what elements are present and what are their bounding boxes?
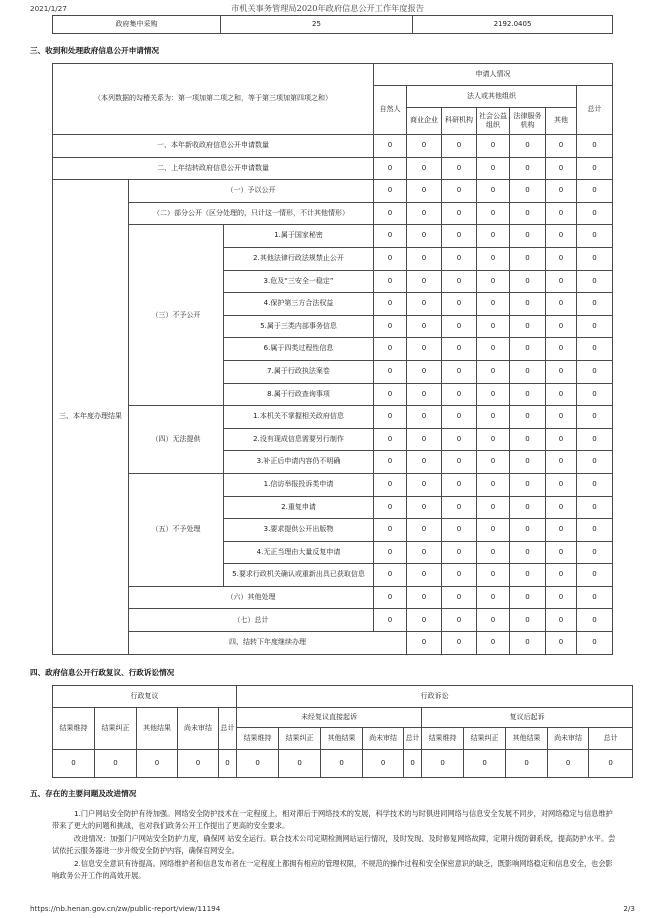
legal-person-header: 法人或其他组织 [407, 86, 577, 108]
cell: 0 [374, 135, 407, 158]
cell: 0 [510, 406, 546, 429]
cell: 0 [577, 293, 613, 316]
row-other-handling [53, 586, 613, 609]
cell: 0 [374, 473, 407, 496]
cell: 0 [510, 632, 546, 655]
cell: 0 [577, 541, 613, 564]
cell: 0 [589, 750, 633, 778]
cell: 0 [577, 383, 613, 406]
row-label: 3.危及“三安全一稳定” [224, 270, 374, 293]
cell: 0 [510, 541, 546, 564]
cell: 0 [510, 293, 546, 316]
cell: 0 [577, 338, 613, 361]
row-label: 4.保护第三方合法权益 [224, 293, 374, 316]
cell: 0 [442, 428, 477, 451]
cell: 0 [407, 519, 442, 542]
cell: 0 [374, 406, 407, 429]
review-header: 行政复议 [53, 686, 237, 708]
cell: 0 [510, 202, 546, 225]
cell: 0 [407, 202, 442, 225]
cell: 0 [407, 541, 442, 564]
cell: 0 [442, 383, 477, 406]
cell: 0 [546, 519, 577, 542]
cell: 0 [546, 473, 577, 496]
cell: 0 [577, 473, 613, 496]
direct-col-5: 总计 [404, 728, 422, 750]
cell: 0 [546, 541, 577, 564]
cell: 0 [477, 586, 510, 609]
row-label: 二、上年结转政府信息公开申请数量 [53, 157, 374, 180]
row-not-handled-1 [53, 473, 613, 496]
report-title: 市机关事务管理局2020年政府信息公开工作年度报告 [231, 3, 424, 13]
after-col-2: 结果纠正 [464, 728, 506, 750]
row-results-total [53, 609, 613, 632]
cell: 0 [477, 338, 510, 361]
cell: 0 [510, 496, 546, 519]
cell: 0 [442, 564, 477, 587]
cell: 0 [321, 750, 363, 778]
cell: 0 [407, 338, 442, 361]
row-label: 6.属于四类过程性信息 [224, 338, 374, 361]
cell: 0 [577, 406, 613, 429]
cell: 0 [178, 750, 219, 778]
cell: 0 [407, 428, 442, 451]
row-label: 四、结转下年度继续办理 [129, 632, 407, 655]
row-label: 7.属于行政执法案卷 [224, 360, 374, 383]
cell: 0 [477, 519, 510, 542]
cell: 0 [546, 202, 577, 225]
cell: 0 [477, 383, 510, 406]
cell: 0 [548, 750, 589, 778]
cell: 0 [546, 293, 577, 316]
section3-title: 三、收到和处理政府信息公开申请情况 [30, 46, 160, 55]
cell: 0 [477, 270, 510, 293]
row-label: 2.没有现成信息需要另行制作 [224, 428, 374, 451]
row-label: （七）总计 [129, 609, 374, 632]
cell: 0 [442, 338, 477, 361]
cell: 0 [407, 406, 442, 429]
cell: 0 [510, 473, 546, 496]
cell: 0 [546, 428, 577, 451]
cell: 0 [407, 473, 442, 496]
cell: 0 [407, 586, 442, 609]
row-partial [53, 202, 613, 225]
cell: 0 [546, 564, 577, 587]
cell: 0 [506, 750, 548, 778]
section5-body [52, 808, 618, 882]
cell: 0 [477, 315, 510, 338]
results-label: 三、本年度办理结果 [53, 180, 129, 654]
cell: 0 [477, 293, 510, 316]
row-label: 1.属于国家秘密 [224, 225, 374, 248]
cell: 0 [477, 609, 510, 632]
cell: 0 [577, 180, 613, 203]
cell: 0 [442, 315, 477, 338]
cell: 0 [374, 293, 407, 316]
cell: 0 [422, 750, 464, 778]
cell: 0 [407, 609, 442, 632]
row-label: （六）其他处理 [129, 586, 374, 609]
cell: 0 [546, 247, 577, 270]
procurement-amount: 2192.0405 [413, 16, 613, 34]
cell: 0 [374, 315, 407, 338]
row-label: 1.本机关不掌握相关政府信息 [224, 406, 374, 429]
cell: 0 [442, 225, 477, 248]
cell: 0 [374, 225, 407, 248]
cell: 0 [546, 586, 577, 609]
cell: 0 [477, 632, 510, 655]
cell: 0 [577, 428, 613, 451]
section4-title: 四、政府信息公开行政复议、行政诉讼情况 [30, 668, 175, 677]
cell: 0 [374, 609, 407, 632]
row-label: 3.补正后申请内容仍不明确 [224, 451, 374, 474]
after-col-4: 尚未审结 [548, 728, 589, 750]
cell: 0 [477, 428, 510, 451]
cell: 0 [442, 519, 477, 542]
cell: 0 [407, 247, 442, 270]
cell: 0 [442, 496, 477, 519]
cell: 0 [477, 406, 510, 429]
cell: 0 [477, 451, 510, 474]
cell: 0 [137, 750, 178, 778]
cell: 0 [374, 564, 407, 587]
cell: 0 [577, 564, 613, 587]
cell: 0 [442, 406, 477, 429]
cell: 0 [442, 180, 477, 203]
cell: 0 [546, 225, 577, 248]
cell: 0 [374, 451, 407, 474]
cell: 0 [407, 315, 442, 338]
row-label: 3.要求提供公开出版物 [224, 519, 374, 542]
cell: 0 [577, 157, 613, 180]
natural-person-header: 自然人 [374, 86, 407, 135]
row-not-public-1 [53, 225, 613, 248]
col-public-welfare: 社会公益组织 [477, 108, 510, 135]
section4-table [52, 685, 633, 778]
cell: 0 [442, 541, 477, 564]
cell: 0 [577, 609, 613, 632]
cell: 0 [407, 496, 442, 519]
section5-title: 五、存在的主要问题及改进情况 [30, 789, 137, 798]
cell: 0 [374, 247, 407, 270]
unable-label: （四）无法提供 [129, 406, 224, 474]
cell: 0 [477, 247, 510, 270]
cell: 0 [464, 750, 506, 778]
paragraph: 2.信息安全意识有待提高。网络维护者和信息发布者在一定程度上都拥有相应的管理权限，不规范的操作过程和安全保密意识的缺乏，既影响网络稳定和信息安全，也会影响政务公开工作的高效开展。 [52, 858, 613, 881]
cell: 0 [404, 750, 422, 778]
paragraph: 改进情况：加强门户网站安全防护力度，确保网 站安全运行。联合技术公司定期检测网站运行情况，及时发现、及时修复网络故障，定期升级防御系统，提高防护水平。尝试依托云服务器进一步升级安全防护内容，确保官网安全。 [52, 833, 616, 856]
review-col-1: 结果维持 [53, 708, 95, 750]
cell: 0 [407, 135, 442, 158]
cell: 0 [219, 750, 237, 778]
direct-suit-header: 未经复议直接起诉 [237, 708, 422, 728]
review-col-2: 结果纠正 [95, 708, 137, 750]
row-public [53, 180, 613, 203]
after-col-3: 其他结果 [506, 728, 548, 750]
row-carryover-requests [53, 157, 613, 180]
cell: 0 [374, 202, 407, 225]
after-col-5: 总计 [589, 728, 633, 750]
cell: 0 [407, 225, 442, 248]
cell: 0 [577, 135, 613, 158]
cell: 0 [477, 135, 510, 158]
page-url: https://nb.henan.gov.cn/zw/public-report/view/11194 [30, 904, 221, 913]
row-label: 8.属于行政查询事项 [224, 383, 374, 406]
row-carry-next-year [53, 632, 613, 655]
cell: 0 [374, 541, 407, 564]
cell: 0 [442, 293, 477, 316]
cell: 0 [407, 564, 442, 587]
applicant-header: 申请人情况 [374, 64, 613, 86]
cell: 0 [374, 383, 407, 406]
direct-col-1: 结果维持 [237, 728, 279, 750]
cell: 0 [510, 609, 546, 632]
col-research: 科研机构 [442, 108, 477, 135]
cell: 0 [546, 338, 577, 361]
cell: 0 [510, 315, 546, 338]
cell: 0 [510, 180, 546, 203]
cell: 0 [442, 247, 477, 270]
cell: 0 [442, 135, 477, 158]
not-public-label: （三）不予公开 [129, 225, 224, 406]
cell: 0 [407, 632, 442, 655]
paragraph: 1.门户网站安全防护有待加强。网络安全防护技术在一定程度上，相对滞后于网络技术的发展，科学技术的与时俱进同网络与信息安全发展不同步，对网络稳定与信息维护带来了更大的问题和挑战，也对我们政务公开工作提出了更高的安全要求。 [52, 809, 613, 831]
cell: 0 [546, 315, 577, 338]
page-footer [0, 902, 655, 916]
cell: 0 [442, 473, 477, 496]
cell: 0 [477, 541, 510, 564]
row-label: 5.属于三类内部事务信息 [224, 315, 374, 338]
cell: 0 [510, 225, 546, 248]
col-legal-service: 法律服务机构 [510, 108, 546, 135]
cell: 0 [477, 157, 510, 180]
cell: 0 [442, 586, 477, 609]
cell: 0 [477, 564, 510, 587]
cell: 0 [577, 586, 613, 609]
cell: 0 [546, 383, 577, 406]
cell: 0 [442, 270, 477, 293]
cell: 0 [546, 609, 577, 632]
cell: 0 [510, 519, 546, 542]
review-col-4: 尚未审结 [178, 708, 219, 750]
section4-values-row [53, 750, 633, 778]
row-label: 1.信访举报投诉类申请 [224, 473, 374, 496]
row-new-requests [53, 135, 613, 158]
cell: 0 [279, 750, 321, 778]
cell: 0 [577, 519, 613, 542]
cell: 0 [407, 451, 442, 474]
cell: 0 [374, 157, 407, 180]
page-number: 2/3 [623, 904, 635, 913]
cell: 0 [442, 632, 477, 655]
cell: 0 [510, 451, 546, 474]
cell: 0 [577, 632, 613, 655]
cell: 0 [374, 428, 407, 451]
procurement-table [52, 15, 613, 34]
cell: 0 [510, 586, 546, 609]
row-unable-1 [53, 406, 613, 429]
cell: 0 [546, 360, 577, 383]
cell: 0 [577, 225, 613, 248]
cell: 0 [577, 496, 613, 519]
section3-table [52, 63, 613, 655]
cell: 0 [577, 360, 613, 383]
procurement-count: 25 [221, 16, 413, 34]
cell: 0 [363, 750, 404, 778]
cell: 0 [477, 496, 510, 519]
section3-note: （本列数据的勾稽关系为：第一项加第二项之和，等于第三项加第四项之和） [53, 64, 374, 135]
cell: 0 [510, 428, 546, 451]
cell: 0 [477, 473, 510, 496]
cell: 0 [510, 564, 546, 587]
cell: 0 [407, 180, 442, 203]
cell: 0 [407, 383, 442, 406]
cell: 0 [510, 383, 546, 406]
cell: 0 [407, 270, 442, 293]
cell: 0 [374, 519, 407, 542]
cell: 0 [407, 157, 442, 180]
cell: 0 [442, 451, 477, 474]
cell: 0 [374, 360, 407, 383]
cell: 0 [477, 360, 510, 383]
cell: 0 [577, 247, 613, 270]
cell: 0 [510, 270, 546, 293]
cell: 0 [477, 202, 510, 225]
cell: 0 [374, 496, 407, 519]
cell: 0 [546, 157, 577, 180]
total-header: 总计 [577, 86, 613, 135]
cell: 0 [510, 247, 546, 270]
cell: 0 [510, 135, 546, 158]
cell: 0 [546, 135, 577, 158]
after-review-header: 复议后起诉 [422, 708, 633, 728]
not-handled-label: （五）不予处理 [129, 473, 224, 586]
cell: 0 [374, 270, 407, 293]
cell: 0 [407, 293, 442, 316]
print-date: 2021/1/27 [30, 4, 67, 13]
row-label: （二）部分公开（区分处理的，只计这一情形，不计其他情形） [129, 202, 374, 225]
row-label: 4.无正当理由大量反复申请 [224, 541, 374, 564]
direct-col-2: 结果纠正 [279, 728, 321, 750]
cell: 0 [546, 180, 577, 203]
cell: 0 [237, 750, 279, 778]
review-col-5: 总计 [219, 708, 237, 750]
col-business: 商业企业 [407, 108, 442, 135]
cell: 0 [510, 338, 546, 361]
cell: 0 [442, 157, 477, 180]
page-header [0, 0, 655, 16]
cell: 0 [407, 360, 442, 383]
direct-col-4: 尚未审结 [363, 728, 404, 750]
direct-col-3: 其他结果 [321, 728, 363, 750]
row-label: 5.要求行政机关确认或重新出具已获取信息 [224, 564, 374, 587]
cell: 0 [546, 496, 577, 519]
cell: 0 [374, 586, 407, 609]
cell: 0 [577, 451, 613, 474]
procurement-label: 政府集中采购 [53, 16, 221, 34]
cell: 0 [477, 225, 510, 248]
cell: 0 [374, 338, 407, 361]
cell: 0 [546, 270, 577, 293]
cell: 0 [577, 202, 613, 225]
row-label: （一）予以公开 [129, 180, 374, 203]
cell: 0 [53, 750, 95, 778]
col-other: 其他 [546, 108, 577, 135]
cell: 0 [546, 406, 577, 429]
review-col-3: 其他结果 [137, 708, 178, 750]
cell: 0 [442, 202, 477, 225]
cell: 0 [477, 180, 510, 203]
cell: 0 [510, 157, 546, 180]
cell: 0 [546, 632, 577, 655]
cell: 0 [442, 360, 477, 383]
litigation-header: 行政诉讼 [237, 686, 633, 708]
cell: 0 [442, 609, 477, 632]
after-col-1: 结果维持 [422, 728, 464, 750]
row-label: 2.重复申请 [224, 496, 374, 519]
cell: 0 [546, 451, 577, 474]
cell: 0 [95, 750, 137, 778]
cell: 0 [510, 360, 546, 383]
row-label: 一、本年新收政府信息公开申请数量 [53, 135, 374, 158]
cell: 0 [577, 270, 613, 293]
row-label: 2.其他法律行政法规禁止公开 [224, 247, 374, 270]
cell: 0 [577, 315, 613, 338]
cell: 0 [374, 180, 407, 203]
